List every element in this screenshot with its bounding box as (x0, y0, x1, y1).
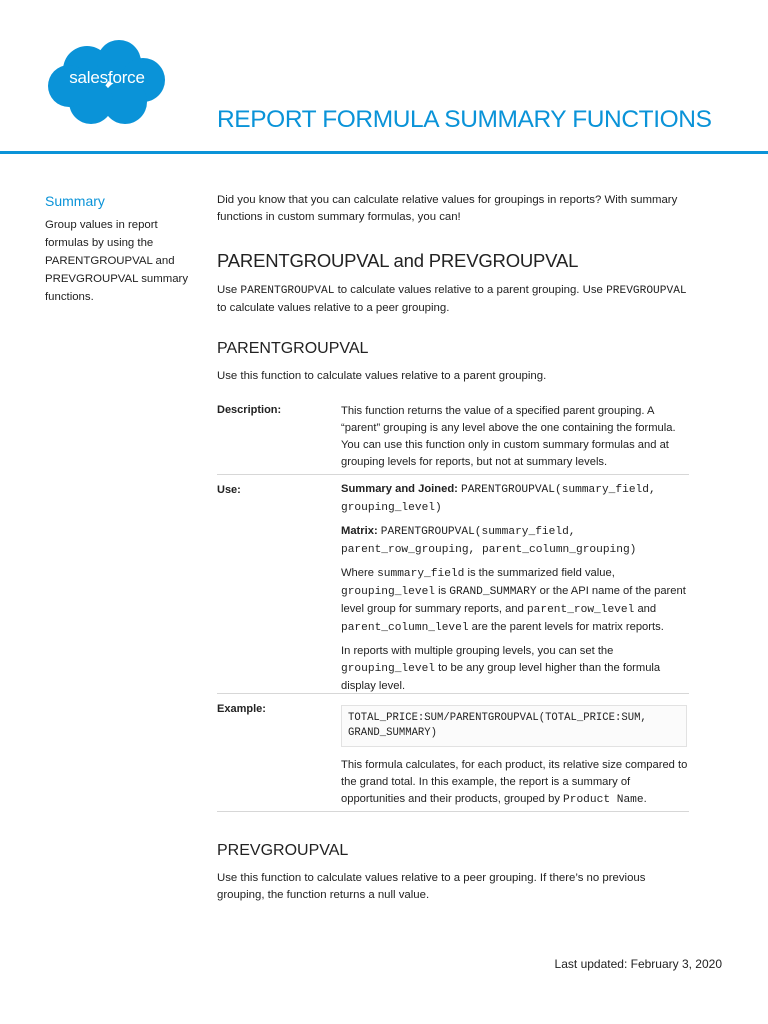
row-value: This function returns the value of a specified parent grouping. A “parent” grouping is any level above the one containing the formula. You can use this function only in custom summary formulas and at grouping levels for reports, but not at summary levels. (341, 405, 676, 468)
logo-text: salesforce (69, 68, 145, 87)
code-inline: GRAND_SUMMARY (449, 586, 537, 598)
row-label: Use: (217, 484, 241, 496)
code-block: TOTAL_PRICE:SUM/PARENTGROUPVAL(TOTAL_PRICE:SUM, GRAND_SUMMARY) (341, 705, 687, 747)
example-explanation (341, 757, 689, 809)
table-row (217, 396, 689, 475)
section-paragraph (217, 282, 693, 317)
text: Where (341, 567, 378, 579)
code-inline: PARENTGROUPVAL(summary_field, parent_row_grouping, parent_column_grouping) (341, 526, 637, 556)
code-inline: parent_row_level (526, 604, 635, 616)
parentgroupval-heading: PARENTGROUPVAL (217, 340, 369, 357)
table-row (217, 694, 689, 812)
text: This formula calculates, for each product, its relative size compared to the grand total. In this example, the report is a summary of opportunities and their products, grouped by (341, 759, 688, 805)
summary-joined-syntax (341, 481, 689, 517)
text: to be any group level higher than the formula display level. (341, 662, 661, 692)
syntax-label: Matrix: (341, 525, 378, 537)
section-title: PARENTGROUPVAL and PREVGROUPVAL (217, 250, 579, 271)
prevgroupval-heading: PREVGROUPVAL (217, 842, 349, 859)
parentgroupval-description: Use this function to calculate values relative to a parent grouping. (217, 370, 547, 382)
code-inline: grouping_level (341, 586, 435, 598)
text: is the summarized field value, (464, 567, 615, 579)
row-value (341, 475, 689, 693)
prevgroupval-description: Use this function to calculate values relative to a peer grouping. If there’s no previous grouping, the function returns a null value. (217, 872, 646, 901)
row-label: Example: (217, 703, 266, 715)
text: are the parent levels for matrix reports. (468, 621, 664, 633)
text: to calculate values relative to a peer grouping. (217, 302, 450, 314)
page-title: REPORT FORMULA SUMMARY FUNCTIONS (217, 106, 712, 133)
text: to calculate values relative to a parent grouping. Use (334, 284, 607, 296)
intro-paragraph: Did you know that you can calculate relative values for groupings in reports? With summary functions in custom summary formulas, you can! (217, 194, 678, 223)
code-inline: Product Name (563, 794, 644, 806)
title-divider (0, 151, 768, 154)
salesforce-logo (47, 40, 167, 126)
last-updated: Last updated: February 3, 2020 (554, 957, 722, 971)
sidebar-text: Group values in report formulas by using the PARENTGROUPVAL and PREVGROUPVAL summary functions. (45, 219, 189, 303)
multi-level-paragraph (341, 643, 689, 695)
text: Use (217, 284, 241, 296)
syntax-label: Summary and Joined: (341, 483, 458, 495)
text: or the API name of the parent level group for summary reports, and (341, 585, 686, 615)
sidebar-heading: Summary (45, 193, 105, 209)
row-label: Description: (217, 404, 282, 416)
text: . (643, 793, 647, 805)
row-value (341, 694, 689, 811)
matrix-syntax (341, 523, 689, 559)
code-inline: PREVGROUPVAL (606, 285, 687, 297)
code-inline: summary_field (377, 568, 465, 580)
code-inline: parent_column_level (341, 622, 469, 634)
sidebar (45, 193, 195, 306)
table-row (217, 475, 689, 694)
code-inline: PARENTGROUPVAL (240, 285, 335, 297)
where-paragraph (341, 565, 689, 637)
text: is (435, 585, 450, 597)
code-inline: PARENTGROUPVAL(summary_field, grouping_level) (341, 484, 656, 514)
function-details-table (217, 396, 689, 812)
text: In reports with multiple grouping levels, you can set the (341, 645, 614, 657)
text: and (634, 603, 657, 615)
code-inline: grouping_level (341, 663, 435, 675)
